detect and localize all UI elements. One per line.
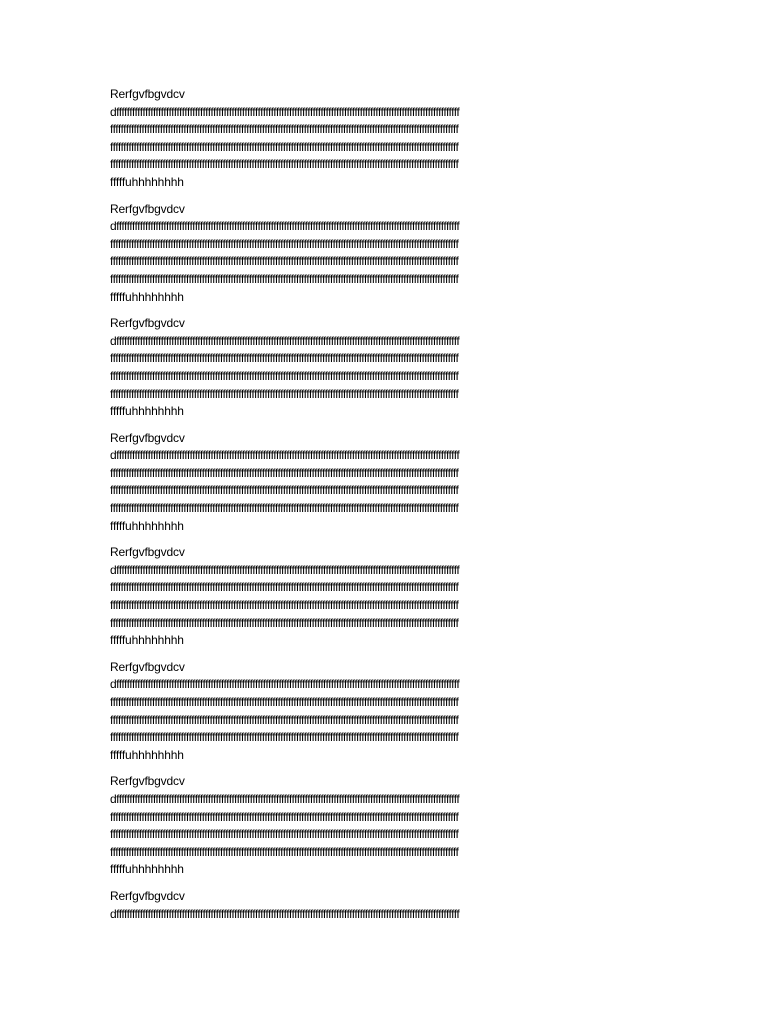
paragraph-line: fffffffffffffffffffffffffffffffffffffffffffffffffffffffffffffffffffffffffffffffffffffffffffffffffffffffffffffffffffffffffffffffffffff xyxy=(110,712,459,727)
paragraph-line: dfffffffffffffffffffffffffffffffffffffffffffffffffffffffffffffffffffffffffffffffffffffffffffffffffffffffffffffffffffffffffffffffffff xyxy=(110,333,460,348)
paragraph-line: fffffffffffffffffffffffffffffffffffffffffffffffffffffffffffffffffffffffffffffffffffffffffffffffffffffffffffffffffffffffffffffffffffff xyxy=(110,236,459,251)
paragraph-line: dfffffffffffffffffffffffffffffffffffffffffffffffffffffffffffffffffffffffffffffffffffffffffffffffffffffffffffffffffffffffffffffffffff xyxy=(110,677,460,692)
paragraph-heading: Rerfgvfbgvdcv xyxy=(110,87,185,101)
paragraph-line: fffffuhhhhhhhh xyxy=(110,633,184,648)
paragraph-line: fffffffffffffffffffffffffffffffffffffffffffffffffffffffffffffffffffffffffffffffffffffffffffffffffffffffffffffffffffffffffffffffffffff xyxy=(110,122,459,137)
paragraph-block xyxy=(110,315,658,421)
paragraph-heading: Rerfgvfbgvdcv xyxy=(110,430,185,445)
paragraph-line: fffffuhhhhhhhh xyxy=(110,289,184,304)
paragraph-block xyxy=(110,888,658,923)
paragraph-line: dfffffffffffffffffffffffffffffffffffffffffffffffffffffffffffffffffffffffffffffffffffffffffffffffffffffffffffffffffffffffffffffffffff xyxy=(110,104,460,119)
paragraph-line: fffffffffffffffffffffffffffffffffffffffffffffffffffffffffffffffffffffffffffffffffffffffffffffffffffffffffffffffffffffffffffffffffffff xyxy=(110,254,459,269)
paragraph-heading: Rerfgvfbgvdcv xyxy=(110,888,185,903)
paragraph-line: dfffffffffffffffffffffffffffffffffffffffffffffffffffffffffffffffffffffffffffffffffffffffffffffffffffffffffffffffffffffffffffffffffff xyxy=(110,448,460,463)
paragraph-line: dfffffffffffffffffffffffffffffffffffffffffffffffffffffffffffffffffffffffffffffffffffffffffffffffffffffffffffffffffffffffffffffffffff xyxy=(110,219,460,234)
paragraph-heading: Rerfgvfbgvdcv xyxy=(110,659,185,674)
paragraph-line: fffffuhhhhhhhh xyxy=(110,862,184,877)
paragraph-line: fffffffffffffffffffffffffffffffffffffffffffffffffffffffffffffffffffffffffffffffffffffffffffffffffffffffffffffffffffffffffffffffffffff xyxy=(110,386,459,401)
paragraph-line: fffffffffffffffffffffffffffffffffffffffffffffffffffffffffffffffffffffffffffffffffffffffffffffffffffffffffffffffffffffffffffffffffffff xyxy=(110,615,459,630)
paragraph-line: fffffffffffffffffffffffffffffffffffffffffffffffffffffffffffffffffffffffffffffffffffffffffffffffffffffffffffffffffffffffffffffffffffff xyxy=(110,157,459,172)
paragraph-line: fffffuhhhhhhhh xyxy=(110,518,184,533)
paragraph-heading: Rerfgvfbgvdcv xyxy=(110,774,185,789)
document-page xyxy=(110,86,658,932)
paragraph-line: fffffffffffffffffffffffffffffffffffffffffffffffffffffffffffffffffffffffffffffffffffffffffffffffffffffffffffffffffffffffffffffffffffff xyxy=(110,271,459,286)
paragraph-block xyxy=(110,544,658,650)
paragraph-line: fffffffffffffffffffffffffffffffffffffffffffffffffffffffffffffffffffffffffffffffffffffffffffffffffffffffffffffffffffffffffffffffffffff xyxy=(110,139,459,154)
paragraph-line: dfffffffffffffffffffffffffffffffffffffffffffffffffffffffffffffffffffffffffffffffffffffffffffffffffffffffffffffffffffffffffffffffffff xyxy=(110,906,460,921)
paragraph-block xyxy=(110,659,658,765)
paragraph-block xyxy=(110,201,658,307)
paragraph-line: fffffffffffffffffffffffffffffffffffffffffffffffffffffffffffffffffffffffffffffffffffffffffffffffffffffffffffffffffffffffffffffffffffff xyxy=(110,827,459,842)
paragraph-line: fffffffffffffffffffffffffffffffffffffffffffffffffffffffffffffffffffffffffffffffffffffffffffffffffffffffffffffffffffffffffffffffffffff xyxy=(110,809,459,824)
paragraph-heading: Rerfgvfbgvdcv xyxy=(110,201,185,216)
paragraph-heading: Rerfgvfbgvdcv xyxy=(110,545,185,560)
paragraph-line: fffffffffffffffffffffffffffffffffffffffffffffffffffffffffffffffffffffffffffffffffffffffffffffffffffffffffffffffffffffffffffffffffffff xyxy=(110,501,459,516)
paragraph-line: fffffffffffffffffffffffffffffffffffffffffffffffffffffffffffffffffffffffffffffffffffffffffffffffffffffffffffffffffffffffffffffffffffff xyxy=(110,351,459,366)
paragraph-line: fffffffffffffffffffffffffffffffffffffffffffffffffffffffffffffffffffffffffffffffffffffffffffffffffffffffffffffffffffffffffffffffffffff xyxy=(110,368,459,383)
paragraph-line: fffffuhhhhhhhh xyxy=(110,747,184,762)
paragraph-line: fffffffffffffffffffffffffffffffffffffffffffffffffffffffffffffffffffffffffffffffffffffffffffffffffffffffffffffffffffffffffffffffffffff xyxy=(110,730,459,745)
paragraph-line: fffffuhhhhhhhh xyxy=(110,174,184,189)
paragraph-line: fffffffffffffffffffffffffffffffffffffffffffffffffffffffffffffffffffffffffffffffffffffffffffffffffffffffffffffffffffffffffffffffffffff xyxy=(110,483,459,498)
paragraph-line: fffffuhhhhhhhh xyxy=(110,404,184,419)
paragraph-line: fffffffffffffffffffffffffffffffffffffffffffffffffffffffffffffffffffffffffffffffffffffffffffffffffffffffffffffffffffffffffffffffffffff xyxy=(110,580,459,595)
paragraph-line: dfffffffffffffffffffffffffffffffffffffffffffffffffffffffffffffffffffffffffffffffffffffffffffffffffffffffffffffffffffffffffffffffffff xyxy=(110,791,460,806)
paragraph-line: dfffffffffffffffffffffffffffffffffffffffffffffffffffffffffffffffffffffffffffffffffffffffffffffffffffffffffffffffffffffffffffffffffff xyxy=(110,562,460,577)
paragraph-block xyxy=(110,86,658,192)
paragraph-heading: Rerfgvfbgvdcv xyxy=(110,316,185,331)
paragraph-block xyxy=(110,773,658,879)
paragraph-line: fffffffffffffffffffffffffffffffffffffffffffffffffffffffffffffffffffffffffffffffffffffffffffffffffffffffffffffffffffffffffffffffffffff xyxy=(110,598,459,613)
paragraph-line: fffffffffffffffffffffffffffffffffffffffffffffffffffffffffffffffffffffffffffffffffffffffffffffffffffffffffffffffffffffffffffffffffffff xyxy=(110,844,459,859)
paragraph-block xyxy=(110,430,658,536)
paragraph-line: fffffffffffffffffffffffffffffffffffffffffffffffffffffffffffffffffffffffffffffffffffffffffffffffffffffffffffffffffffffffffffffffffffff xyxy=(110,695,459,709)
paragraph-line: fffffffffffffffffffffffffffffffffffffffffffffffffffffffffffffffffffffffffffffffffffffffffffffffffffffffffffffffffffffffffffffffffffff xyxy=(110,465,459,480)
